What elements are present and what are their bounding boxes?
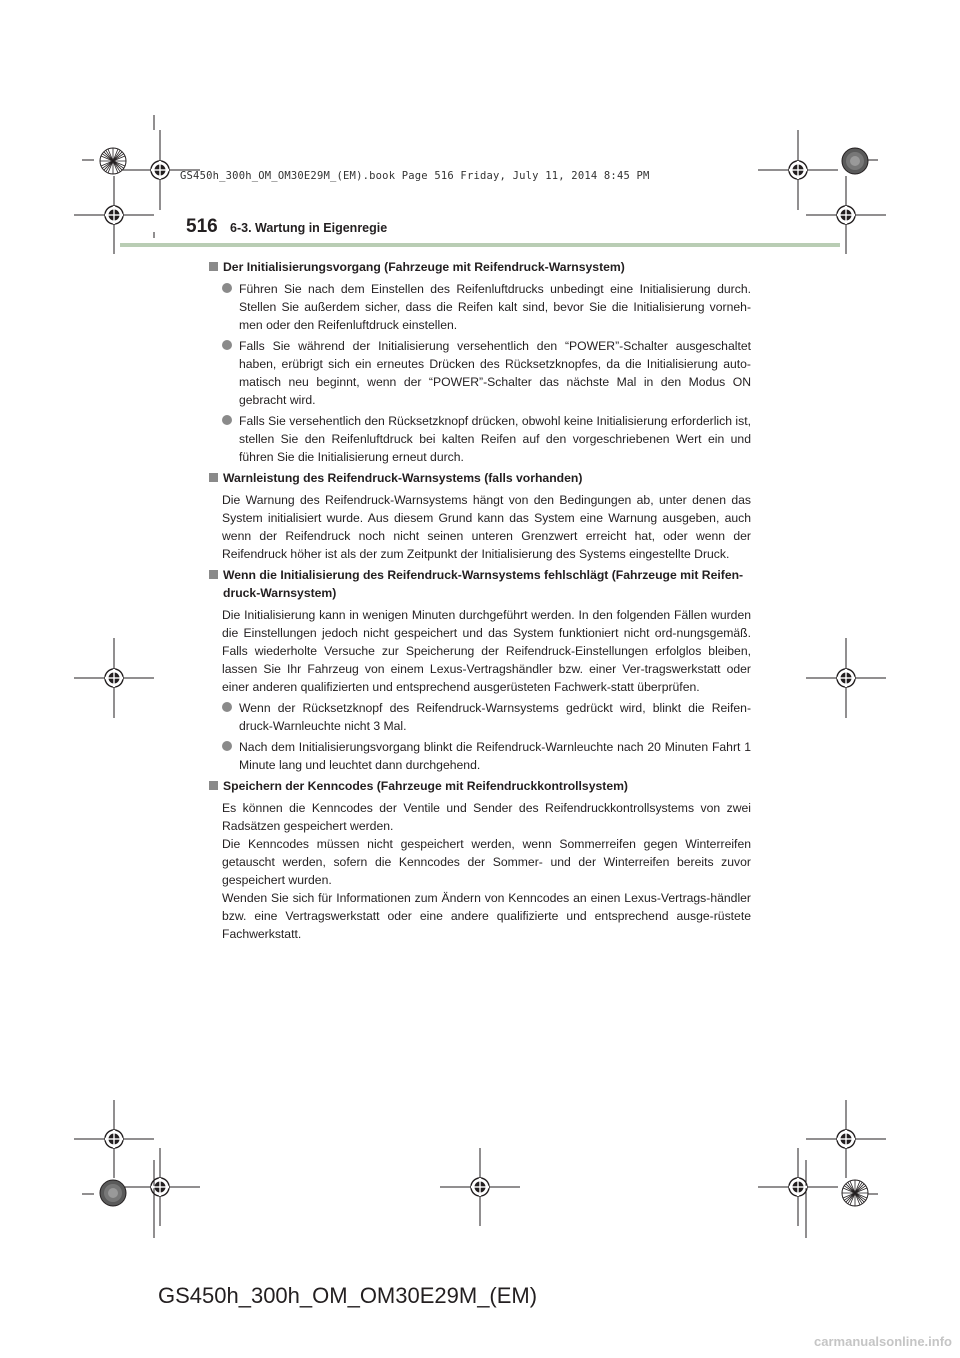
round-bullet-icon <box>222 283 232 293</box>
list-item <box>222 280 751 334</box>
section-heading <box>209 258 751 276</box>
footer-document-code: GS450h_300h_OM_OM30E29M_(EM) <box>158 1283 538 1308</box>
section-heading <box>209 469 751 487</box>
square-bullet-icon <box>209 570 218 579</box>
section-heading-text: Speichern der Kenncodes (Fahrzeuge mit Reifendruckkontrollsystem) <box>223 779 628 793</box>
square-bullet-icon <box>209 262 218 271</box>
list-item <box>222 738 751 774</box>
round-bullet-icon <box>222 415 232 425</box>
round-bullet-icon <box>222 340 232 350</box>
paragraph: Es können die Kenncodes der Ventile und Sender des Reifendruckkontrollsystems von zwei Radsätzen gespeichert werden. <box>222 801 751 833</box>
paragraph: Wenden Sie sich für Informationen zum Ändern von Kenncodes an einen Lexus-Vertrags-händler bzw. eine Vertragswerkstatt oder eine andere qualifizierte und entsprechend ausge-rüstete Fachwerkstatt. <box>222 891 751 941</box>
round-bullet-icon <box>222 702 232 712</box>
section-heading-text: Warnleistung des Reifendruck-Warnsystems (falls vorhanden) <box>223 471 583 485</box>
list-item <box>222 412 751 466</box>
print-stamp: GS450h_300h_OM_OM30E29M_(EM).book Page 516 Friday, July 11, 2014 8:45 PM <box>180 170 650 182</box>
section-heading <box>209 777 751 795</box>
list-item-text: Wenn der Rücksetzknopf des Reifendruck-Warnsystems gedrückt wird, blinkt die Reifen-druck-Warnleuchte nicht 3 Mal. <box>239 701 751 733</box>
page-content <box>209 255 751 946</box>
list-item-text: Falls Sie versehentlich den Rücksetzknopf drücken, obwohl keine Initialisierung erforderlich ist, stellen Sie den Reifenluftdruck bei kalten Reifen auf den vorgeschriebenen Wert ein und führen Sie die Initialisierung erneut durch. <box>239 414 751 464</box>
list-item-text: Falls Sie während der Initialisierung versehentlich den “POWER”-Schalter ausgeschaltet haben, erübrigt sich ein erneutes Drücken des Rücksetzknopfes, da die Initialisierung auto-matisch neu beginnt, wenn der “POWER”-Schalter das nächste Mal in den Modus ON gebracht wird. <box>239 339 751 407</box>
paragraph: Die Kenncodes müssen nicht gespeichert werden, wenn Sommerreifen gegen Winterreifen getauscht werden, sofern die Kenncodes der Sommer- und der Winterreifen bereits zuvor gespeichert wurden. <box>222 837 751 887</box>
square-bullet-icon <box>209 781 218 790</box>
paragraph: Die Warnung des Reifendruck-Warnsystems hängt von den Bedingungen ab, unter denen das System initialisiert wurde. Aus diesem Grund kann das System eine Warnung ausgeben, auch wenn der Reifendruck noch nicht seinen unteren Grenzwert erreicht hat, oder wenn der Reifendruck höher ist als der zum Zeitpunkt der Initialisierung des Systems eingestellte Druck. <box>222 493 751 561</box>
page-number: 516 <box>186 216 218 237</box>
list-item <box>222 699 751 735</box>
list-item-text: Nach dem Initialisierungsvorgang blinkt die Reifendruck-Warnleuchte nach 20 Minuten Fahrt 1 Minute lang und leuchtet dann durchgehend. <box>239 740 751 772</box>
square-bullet-icon <box>209 473 218 482</box>
section-heading <box>209 566 751 602</box>
section-heading-text: Wenn die Initialisierung des Reifendruck-Warnsystems fehlschlägt (Fahrzeuge mit Reifen-druck-Warnsystem) <box>223 568 744 600</box>
paragraph: Die Initialisierung kann in wenigen Minuten durchgeführt werden. In den folgenden Fällen wurden die Einstellungen jedoch nicht gespeichert und das System funktioniert nicht ord-nungsgemäß. Falls wiederholte Versuche zur Speicherung der Reifendruck-Einstellungen erfolglos bleiben, lassen Sie Ihr Fahrzeug von einem Lexus-Vertragshändler bzw. einer Ver-tragswerkstatt oder einer anderen qualifizierten und entsprechend ausgerüsteten Fachwerk-statt überprüfen. <box>222 608 751 694</box>
header-rule <box>120 243 840 247</box>
section-heading-text: Der Initialisierungsvorgang (Fahrzeuge mit Reifendruck-Warnsystem) <box>223 260 625 274</box>
round-bullet-icon <box>222 741 232 751</box>
watermark: carmanualsonline.info <box>814 1334 952 1349</box>
list-item-text: Führen Sie nach dem Einstellen des Reifenluftdrucks unbedingt eine Initialisierung durch. Stellen Sie außerdem sicher, dass die Reifen kalt sind, bevor Sie die Initialisierung vorneh-men oder den Reifenluftdruck einstellen. <box>239 282 751 332</box>
section-title: 6-3. Wartung in Eigenregie <box>230 221 388 235</box>
list-item <box>222 337 751 409</box>
